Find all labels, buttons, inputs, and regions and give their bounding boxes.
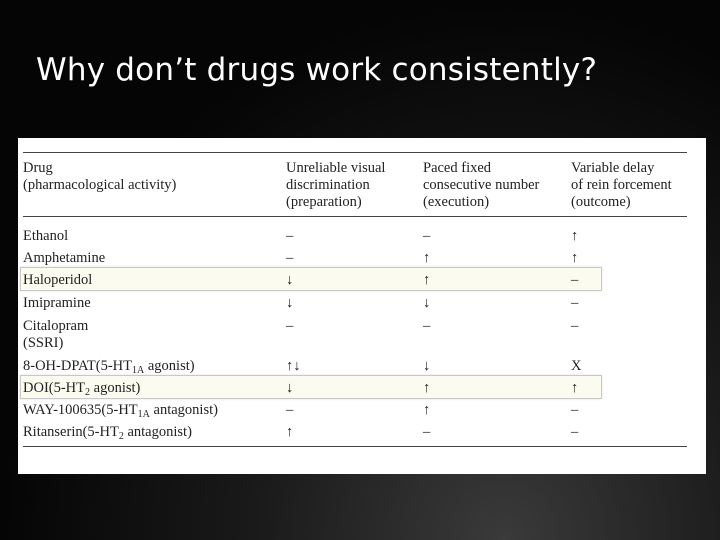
variable-cell: –: [571, 295, 579, 311]
paced-cell: ↓: [423, 358, 431, 374]
drug-name-cell: $Ritanserin(5-HT_2$ antagonist): [23, 424, 192, 442]
visual-cell: ↓: [286, 272, 294, 288]
drug-name-cell: Haloperidol: [23, 272, 93, 288]
header-visual: Unreliable visual discrimination (preparation): [286, 160, 386, 210]
header-paced: Paced fixed consecutive number (execution): [423, 160, 540, 210]
drug-name-cell: Citalopram (SSRI): [23, 318, 89, 351]
table-bottom-rule: [23, 446, 687, 447]
paced-cell: ↑: [423, 272, 431, 288]
variable-cell: ↑: [571, 228, 579, 244]
variable-cell: –: [571, 318, 579, 334]
haloperidol-highlight-box: [20, 267, 602, 291]
paced-cell: ↑: [423, 402, 431, 418]
header-drug: Drug (pharmacological activity): [23, 160, 177, 193]
paced-cell: –: [423, 228, 431, 244]
visual-cell: –: [286, 228, 294, 244]
paced-cell: –: [423, 318, 431, 334]
drug-name-cell: Amphetamine: [23, 250, 106, 266]
drug-name-cell: $8-OH-DPAT(5-HT_{1A}$ agonist): [23, 358, 195, 376]
visual-cell: ↓: [286, 380, 294, 396]
visual-cell: ↓: [286, 295, 294, 311]
visual-cell: ↑: [286, 424, 294, 440]
variable-cell: ↑: [571, 380, 579, 396]
drug-effects-table: [18, 138, 706, 474]
table-top-rule: [23, 152, 687, 153]
visual-cell: –: [286, 402, 294, 418]
paced-cell: ↑: [423, 250, 431, 266]
drug-name-cell: WAY-$100635(5-HT_{1A}$ antagonist): [23, 402, 218, 420]
drug-name-cell: Ethanol: [23, 228, 69, 244]
variable-cell: –: [571, 272, 579, 288]
paced-cell: –: [423, 424, 431, 440]
variable-cell: –: [571, 424, 579, 440]
variable-cell: ↑: [571, 250, 579, 266]
visual-cell: ↑↓: [286, 358, 301, 374]
paced-cell: ↑: [423, 380, 431, 396]
paced-cell: ↓: [423, 295, 431, 311]
visual-cell: –: [286, 250, 294, 266]
visual-cell: –: [286, 318, 294, 334]
header-variable: Variable delay of rein forcement (outcome): [571, 160, 672, 210]
drug-name-cell: $DOI(5-HT_2$ agonist): [23, 380, 141, 398]
variable-cell: –: [571, 402, 579, 418]
slide-title: Why don’t drugs work consistently?: [36, 52, 598, 88]
drug-name-cell: Imipramine: [23, 295, 91, 311]
table-header-rule: [23, 216, 687, 217]
variable-cell: X: [571, 358, 582, 374]
